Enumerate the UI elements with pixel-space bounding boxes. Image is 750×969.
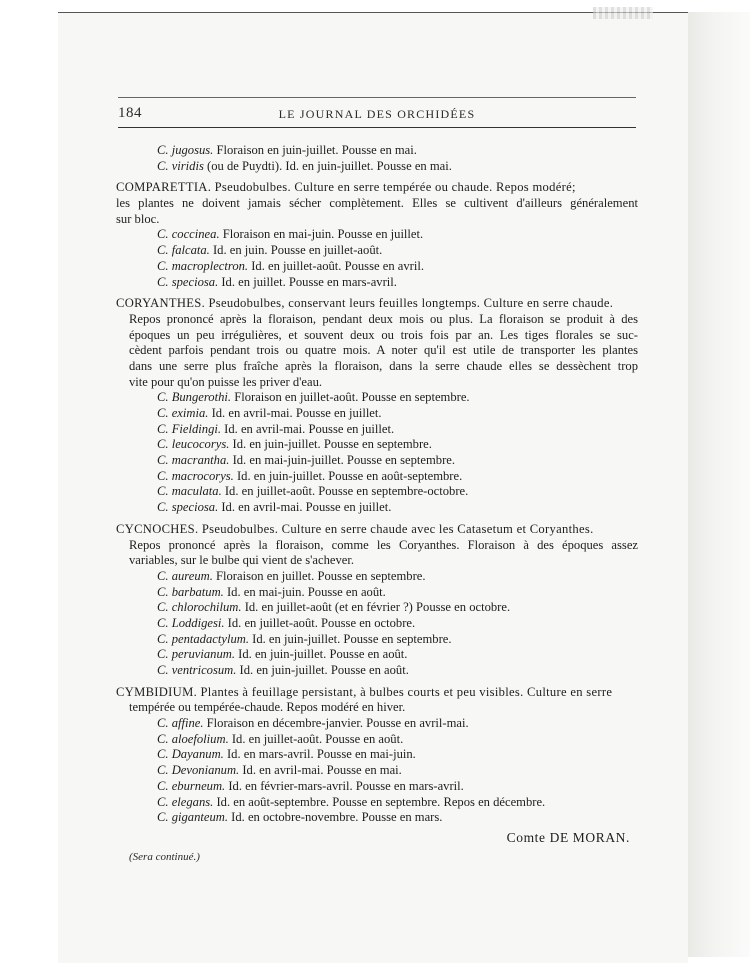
species-name: C. affine. (157, 716, 204, 731)
line-text: Id. en avril-mai. Pousse en juillet. (208, 406, 382, 420)
line-text: dans une serre plus fraîche après la floraison, dans la serre chaude elles se dessèchent trop (129, 358, 638, 373)
line-text: Id. en avril-mai. Pousse en juillet. (221, 421, 395, 436)
species-name: C. macroplectron. (157, 258, 249, 273)
line-text: Id. en avril-mai. Pousse en juillet. (218, 500, 392, 515)
species-entry (116, 616, 638, 632)
species-name: C. chlorochilum. (157, 600, 242, 615)
line-text: CYMBIDIUM. Plantes à feuillage persistant, à bulbes courts et peu visibles. Culture en serre (116, 684, 613, 699)
line-text: Id. en octobre-novembre. Pousse en mars. (228, 810, 443, 825)
species-name: C. leucocorys. (157, 437, 230, 452)
page-number: 184 (118, 105, 142, 121)
line-text: Id. en mars-avril. Pousse en mai-juin. (223, 747, 416, 762)
line-text: COMPARETTIA. Pseudobulbes. Culture en serre tempérée ou chaude. Repos modéré; (116, 180, 576, 195)
text-line (116, 700, 638, 716)
species-entry (116, 569, 638, 585)
line-text: CORYANTHES. Pseudobulbes, conservant leurs feuilles longtemps. Culture en serre chaude. (116, 296, 614, 311)
line-text: Floraison en juin-juillet. Pousse en mai. (213, 143, 417, 157)
genus-heading (116, 180, 638, 196)
text-line (116, 312, 638, 328)
species-entry (116, 390, 638, 406)
species-entry (116, 469, 638, 485)
line-text: les plantes ne doivent jamais sécher complètement. Elles se cultivent d'ailleurs généralement (116, 196, 638, 211)
line-text: Id. en juin-juillet. Pousse en août-septembre. (233, 468, 463, 483)
species-name: C. pentadactylum. (157, 631, 249, 646)
species-entry (116, 159, 638, 175)
line-text: Id. en mai-juin-juillet. Pousse en septembre. (229, 453, 456, 468)
species-entry (116, 732, 638, 748)
species-entry (116, 227, 638, 243)
species-entry (116, 259, 638, 275)
species-entry (116, 453, 638, 469)
line-text: Id. en juillet-août. Pousse en août. (228, 731, 404, 746)
species-entry (116, 663, 638, 679)
species-entry (116, 437, 638, 453)
species-entry (116, 632, 638, 648)
line-text: sur bloc. (116, 211, 160, 226)
species-name: C. peruvianum. (157, 647, 236, 662)
line-text: Floraison en juillet-août. Pousse en septembre. (231, 390, 470, 405)
author-signature: Comte DE MORAN. (506, 830, 630, 845)
species-entry (116, 716, 638, 732)
line-text: Repos prononcé après la floraison, pendant deux mois ou plus. La floraison se produit à des (129, 311, 638, 326)
facing-page-edge (688, 12, 750, 957)
line-text: Floraison en juillet. Pousse en septembre. (212, 568, 426, 583)
genus-heading (116, 685, 638, 701)
species-name: C. elegans. (157, 794, 214, 809)
species-name: C. Dayanum. (157, 747, 224, 762)
line-text: Id. en juin-juillet. Pousse en août. (235, 647, 408, 662)
species-entry (116, 406, 638, 422)
species-entry (116, 243, 638, 259)
line-text: Id. en mai-juin. Pousse en août. (223, 584, 386, 599)
header-rule-top (118, 97, 636, 98)
species-entry (116, 763, 638, 779)
species-entry (116, 647, 638, 663)
line-text: Repos prononcé après la floraison, comme les Coryanthes. Floraison à des époques assez (129, 537, 638, 552)
line-text: Id. en juillet-août. Pousse en octobre. (224, 615, 416, 630)
scan-edge-mark (593, 7, 653, 19)
species-name: C. aureum. (157, 568, 213, 583)
species-name: C. speciosa. (157, 274, 219, 289)
text-line (116, 328, 638, 344)
text-line (116, 538, 638, 554)
species-name: C. speciosa. (157, 500, 219, 515)
species-name: C. eburneum. (157, 778, 226, 793)
line-text: Id. en août-septembre. Pousse en septembre. Repos en décembre. (213, 794, 546, 809)
genus-heading (116, 522, 638, 538)
species-name: C. macrantha. (157, 453, 230, 468)
species-name: C. coccinea. (157, 227, 220, 242)
species-name: C. Bungerothi. (157, 390, 232, 405)
line-text: Id. en juin-juillet. Pousse en septembre. (229, 437, 432, 452)
species-name: C. Loddigesi. (157, 615, 225, 630)
continued-note: (Sera continué.) (129, 851, 200, 863)
genus-heading (116, 296, 638, 312)
line-text: époques un peu irrégulières, et souvent deux ou trois fois par an. Les tiges florales se suc- (129, 327, 638, 342)
line-text: cèdent parfois pendant trois ou quatre mois. A noter qu'il est utile de transporter les plantes (129, 343, 638, 358)
species-entry (116, 795, 638, 811)
text-line (116, 343, 638, 359)
species-entry (116, 810, 638, 826)
species-entry (116, 275, 638, 291)
species-name: C. barbatum. (157, 584, 224, 599)
species-name: C. macrocorys. (157, 468, 234, 483)
species-entry (116, 143, 638, 159)
species-entry (116, 600, 638, 616)
line-text: (ou de Puydti). Id. en juin-juillet. Pousse en mai. (203, 158, 452, 173)
line-text: Floraison en décembre-janvier. Pousse en avril-mai. (203, 716, 469, 731)
text-line (116, 196, 638, 212)
line-text: Id. en juin. Pousse en juillet-août. (209, 243, 383, 258)
species-entry (116, 422, 638, 438)
line-text: Id. en juillet-août. Pousse en septembre-octobre. (221, 484, 469, 499)
line-text: Id. en juin-juillet. Pousse en août. (236, 663, 409, 677)
line-text: Floraison en mai-juin. Pousse en juillet. (219, 227, 424, 242)
species-entry (116, 484, 638, 500)
journal-title: LE JOURNAL DES ORCHIDÉES (278, 107, 476, 121)
species-name: C. ventricosum. (157, 663, 237, 677)
species-name: C. viridis (157, 158, 204, 173)
line-text: Id. en juillet-août (et en février ?) Pousse en octobre. (241, 600, 511, 615)
species-entry (116, 500, 638, 516)
line-text: variables, sur le bulbe qui vient de s'achever. (129, 553, 355, 568)
species-entry (116, 747, 638, 763)
species-entry (116, 779, 638, 795)
species-name: C. eximia. (157, 406, 209, 420)
species-name: C. Fieldingi. (157, 421, 222, 436)
species-entry (116, 585, 638, 601)
line-text: vite pour qu'on puisse les priver d'eau. (129, 374, 323, 389)
species-name: C. falcata. (157, 243, 210, 258)
running-header (118, 103, 636, 125)
line-text: Id. en février-mars-avril. Pousse en mars-avril. (225, 778, 464, 793)
line-text: Id. en juillet-août. Pousse en avril. (248, 258, 424, 273)
line-text: Id. en juin-juillet. Pousse en septembre. (249, 631, 452, 646)
line-text: Id. en avril-mai. Pousse en mai. (239, 763, 402, 778)
line-text: CYCNOCHES. Pseudobulbes. Culture en serre chaude avec les Catasetum et Coryanthes. (116, 521, 594, 536)
species-name: C. Devonianum. (157, 763, 240, 778)
species-name: C. jugosus. (157, 143, 214, 157)
line-text: tempérée ou tempérée-chaude. Repos modéré en hiver. (129, 700, 406, 715)
species-name: C. giganteum. (157, 810, 229, 825)
text-line (116, 359, 638, 375)
line-text: Id. en juillet. Pousse en mars-avril. (218, 274, 397, 289)
species-name: C. aloefolium. (157, 731, 229, 746)
header-rule-bottom (118, 127, 636, 128)
species-name: C. maculata. (157, 484, 222, 499)
article-body (116, 143, 638, 826)
